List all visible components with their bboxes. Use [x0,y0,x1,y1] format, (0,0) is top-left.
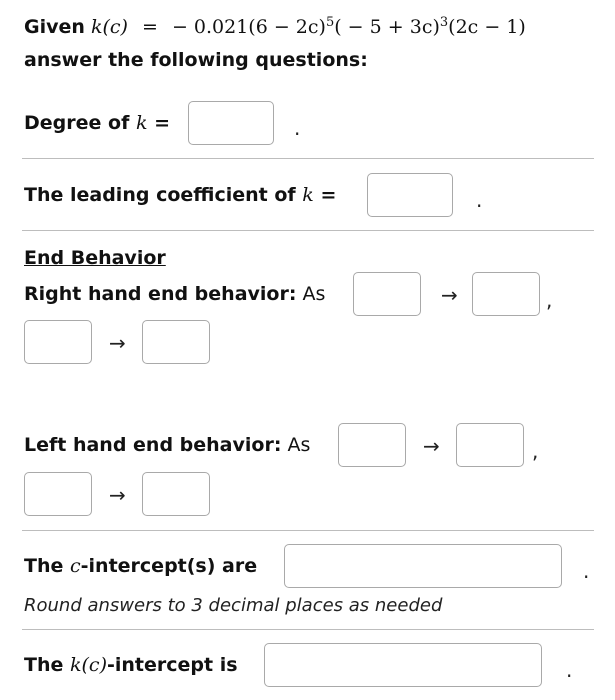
kc-intercept-prefix: The [24,654,64,676]
leading-label-text: The leading coefficient of [24,184,296,206]
exponent-2: 3 [439,15,449,30]
expression-factor-2 [334,16,448,38]
left-arrow-icon: → [423,434,440,458]
right-arrow-icon-2: → [109,331,126,355]
degree-input[interactable] [188,101,274,145]
left-y-input-2[interactable] [142,472,210,516]
divider-2 [22,230,594,231]
right-as-text: As [302,283,326,305]
c-intercepts-period: . [583,559,590,583]
question-statement [24,15,526,39]
right-y-input-2[interactable] [142,320,210,364]
factor-2-text: ( − 5 + 3c) [334,16,440,38]
kc-intercept-var: k(c) [70,654,107,676]
right-end-behavior-label [24,282,325,306]
expression-factor-3: (2c − 1) [448,16,526,38]
c-intercepts-input[interactable] [284,544,562,588]
divider-3 [22,530,594,531]
degree-period: . [294,116,301,140]
leading-eq: = [320,184,337,206]
left-label-text: Left hand end behavior: [24,434,282,456]
degree-var: k [135,112,148,134]
left-y-input[interactable] [456,423,524,467]
c-intercepts-suffix: -intercept(s) are [80,555,258,577]
left-end-behavior-label [24,433,310,457]
kc-intercept-suffix: -intercept is [106,654,238,676]
kc-intercept-period: . [566,658,573,682]
left-x-input-2[interactable] [24,472,92,516]
degree-eq: = [154,112,171,134]
given-label: Given [24,16,85,38]
exponent-1: 5 [325,15,335,30]
left-arrow-icon-2: → [109,483,126,507]
right-y-input[interactable] [472,272,540,316]
right-x-input-2[interactable] [24,320,92,364]
right-arrow-icon: → [441,283,458,307]
kc-intercept-label [24,653,238,677]
right-comma: , [546,288,553,312]
leading-var: k [302,184,314,206]
equals-sign: = [141,16,158,38]
expression-factor-1 [172,16,334,38]
kc-intercept-input[interactable] [264,643,542,687]
end-behavior-heading: End Behavior [24,247,166,269]
left-comma: , [532,439,539,463]
function-name: k(c) [90,16,128,38]
leading-coefficient-label [24,183,336,207]
c-intercepts-label [24,554,257,578]
instruction-text: answer the following questions: [24,49,368,71]
divider-1 [22,158,594,159]
degree-label [24,111,170,135]
left-as-text: As [287,434,311,456]
c-intercepts-prefix: The [24,555,64,577]
left-x-input[interactable] [338,423,406,467]
right-label-text: Right hand end behavior: [24,283,297,305]
factor-1-text: − 0.021(6 − 2c) [171,16,326,38]
degree-label-text: Degree of [24,112,130,134]
leading-coefficient-input[interactable] [367,173,453,217]
rounding-note: Round answers to 3 decimal places as needed [24,595,443,616]
divider-4 [22,629,594,630]
leading-period: . [476,188,483,212]
right-x-input[interactable] [353,272,421,316]
c-intercepts-var: c [70,555,81,577]
